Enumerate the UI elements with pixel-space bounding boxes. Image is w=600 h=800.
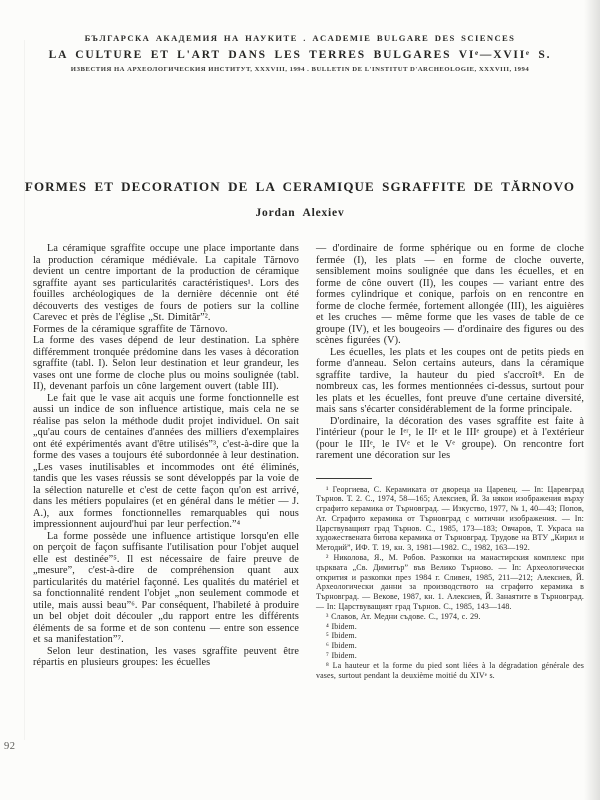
journal-masthead [0,33,600,73]
footnote-8: ⁸ La hauteur et la forme du pied sont liées à la dégradation générale des vases, surtout pendant la deuxième moitié du XIVᵉ s. [316,660,584,680]
footnote-7: ⁷ Ibidem. [326,651,357,661]
paragraph-forme-fonctionnelle: Le fait que le vase ait acquis une forme fonctionnelle est aussi un indice de son influence artistique, mais cela ne se réalise pas selon la méthode dudit projet individuel. On sait „qu'au cours de centaines d'années des milliers d'exemplaires ont été expérimentés avant d'être utilisés”³, c'est-à-dire que la forme des vases a toujours été subordonnée à leur destination. „Les vases inutilisables et incommodes ont été éliminés, tandis que les vases réussis se sont développés par la voie de la sélection naturelle et c'est de cette façon qu'on est arrivé, dans les métiers populaires (et en général dans le métier — J. A.), aux formes fonctionnelles remarquables qui nous impressionnent aujourd'hui par leur perfection.”⁴ [33,392,299,530]
article-title: FORMES ET DECORATION DE LA CERAMIQUE SGRAFFITE DE TĂRNOVO [24,179,576,194]
footnote-1: ¹ Георгиева, С. Керамиката от двореца на Царевец. — In: Царевград Търнов. Т. 2. С., 1974, 58—165; Алексиев, Й. За някои изображения върху сграфито керамика от Търновград. — Изкуство, 1977, № 1, 40—43; Попов, Ат. Сграфито керамика от Търновград с митични изображения. — In: Царствуващият град Търнов. С., 1985, 173—183; Овчаров, Т. Украса на художествената битова керамика от Търновград. Трудове на ВТУ „Кирил и Методий”, ИФ. Т. 19, кн. 3, 1981—1982. С., 1982, 163—192. [316,484,584,553]
footnote-5: ⁵ Ibidem. [326,631,357,641]
section-heading-formes: Formes de la céramique sgraffite de Tărnovo. [33,323,228,335]
page-number: 92 [4,741,16,752]
right-text-column [316,243,584,680]
article-author: Jordan Alexiev [255,207,345,219]
footnote-4: ⁴ Ibidem. [326,621,357,631]
paragraph-decoration: D'ordinaire, la décoration des vases sgraffite est faite à l'intérieur (pour le Iᵉʳ, le IIᵉ et le IIIᵉ groupe) et à l'extérieur (pour le IIIᵉ, le IVᵉ et le Vᵉ groupe). On rencontre fort rarement une décoration sur les [316,415,584,461]
footnote-separator-rule [316,478,372,479]
page-fold-line [24,40,25,740]
left-text-column [33,243,299,669]
paragraph-groupes: Selon leur destination, les vases sgraffite peuvent être répartis en plusieurs groupes: les écuelles [33,645,299,668]
paragraph-intro: La céramique sgraffite occupe une place importante dans la production céramique médiévale. La capitale Tărnovo devient un centre important de la production de céramique sgraffite ayant ses particularités caractéristiques¹. Lors des fouilles archéologiques de la dernière décennie ont été découverts des vestiges de fours de potiers sur la colline Carevec et près de l'église „St. Dimităr”². [33,243,299,323]
paragraph-influence-artistique: La forme possède une influence artistique lorsqu'en elle on perçoit de façon suffisante l'utilisation pour l'objet auquel elle est destinée”⁵. Il est nécessaire de faire preuve de „mesure”, c'est-à-dire de compréhension quant aux particularités du matériel façonné. Les qualités du matériel et sa fonctionnalité rendent l'objet „non seulement commode et utile, mais aussi beau”⁶. Par conséquent, l'habileté à produire un bel objet doit découler „du rapport entre les différents éléments de sa forme et de son contenu — entre son essence et sa manifestation”⁷. [33,530,299,645]
paragraph-pieds-anneau: Les écuelles, les plats et les coupes ont de petits pieds en forme d'anneau. Selon certains auteurs, dans la céramique sgraffite tardive, la hauteur du pied s'accroît⁸. En de nombreux cas, les formes mentionnées ci-dessus, surtout pour les plats et les écuelles, font preuve d'une certaine diversité, mais sans s'écarter considérablement de la forme principale. [316,346,584,415]
academy-name-line: БЪЛГАРСКА АКАДЕМИЯ НА НАУКИТЕ . ACADEMIE BULGARE DES SCIENCES [84,33,516,43]
paragraph-formes-vases: La forme des vases dépend de leur destination. La sphère différemment tronquée prédomine dans les vases à décoration sgraffite (tabl. I). Selon leur destination et leur grandeur, les vases ont une forme de cloche plus ou moins soulignée (tabl. II), devenant parfois un cône largement ouvert (table III). [33,335,299,392]
paragraph-groupes-suite: — d'ordinaire de forme sphérique ou en forme de cloche fermée (I), les plats — en forme de cloche ouverte, sensiblement moins soulignée que dans les écuelles, et en forme de cône ouvert (II), les coupes — variant entre des formes cylindrique et conique, parfois on en rencontre en forme de cloche fermée, fortement allongée (III), les aiguières et les cruches — même forme que les vases de table de ce groupe (IV), et les bougeoirs — d'ordinaire des figures ou des scènes figurées (V). [316,243,584,346]
footnote-2: ² Николова, Я., М. Робов. Разкопки на манастирския комплекс при църквата „Св. Димитър” във Велико Търново. — In: Археологически открития и разкопки през 1984 г. Сливен, 1985, 211—212; Алексиев, Й. Археологически данни за производството на сграфито керамика в Търновград. — Векове, 1987, кн. 1. Алексиев, Й. Занаятите в Търновград. — In: Царствуващият град Търнов. С., 1985, 143—148. [316,553,584,612]
series-title-line: LA CULTURE ET L'ART DANS LES TERRES BULGARES VIᵉ—XVIIᵉ S. [48,49,552,61]
bulletin-issue-line: ИЗВЕСТИЯ НА АРХЕОЛОГИЧЕСКИЯ ИНСТИТУТ, XXXVIII, 1994 . BULLETIN DE L'INSTITUT D'ARCHEOLOGIE, XXXVIII, 1994 [70,66,530,73]
book-edge-shadow [584,0,600,800]
footnote-3: ³ Славов, Ат. Медни съдове. С., 1974, с. 29. [326,611,481,621]
footnote-6: ⁶ Ibidem. [326,641,357,651]
footnotes-block [316,485,584,681]
